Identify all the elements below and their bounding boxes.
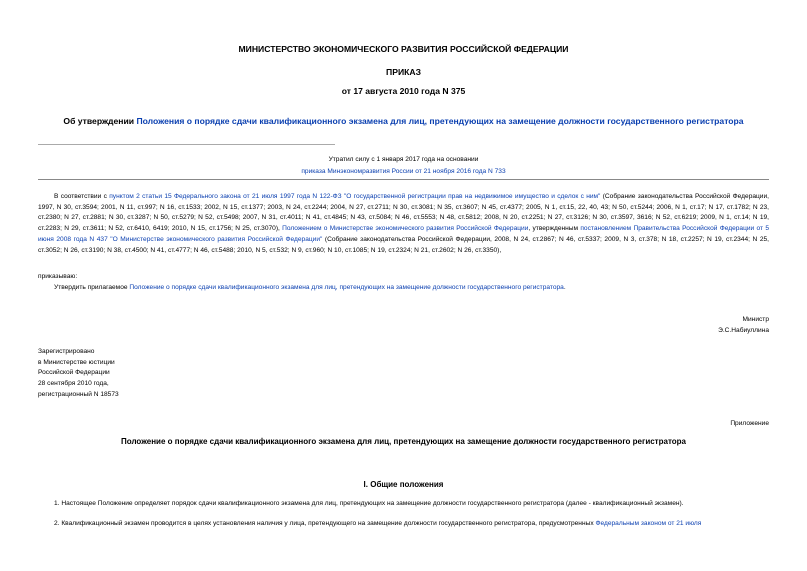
signature-name: Э.С.Набиуллина	[718, 327, 769, 334]
registration-line-5: регистрационный N 18573	[38, 390, 119, 398]
divider-long	[38, 179, 769, 180]
registration-line-1: Зарегистрировано	[38, 348, 95, 355]
clause-2	[54, 520, 769, 527]
preamble-text-4: (Собрание законодательства Российской Федерации, 2008, N 24, ст.2867; N 46, ст.5337; 2009, N 3, ст.378; N 18, ст.2257; N 19, ст.2344; N 25, ст.3052; N 26, ст.3190; N 38, ст.4500; N 41, ст.4777; N 46, ст.5488; 2010, N 5, ст.532; N 9, ст.960; N 10, ст.1085; N 19, ст.2324; N 21, ст.2602; N 26, ст.3350),	[38, 235, 771, 254]
preamble-text-1: В соответствии с	[54, 193, 110, 200]
lapsed-notice-text: Утратил силу с 1 января 2017 года на основании	[328, 156, 479, 163]
order-title-prefix: Об утверждении	[63, 116, 137, 126]
order-title	[30, 116, 777, 126]
registration-line-2: в Министерстве юстиции	[38, 358, 115, 366]
registration-line-3: Российской Федерации	[38, 369, 110, 377]
section-heading: I. Общие положения	[363, 480, 444, 489]
decree-label: приказываю:	[38, 273, 78, 280]
clause-2-link[interactable]: Федеральным законом от 21 июля	[595, 520, 702, 527]
clause-2-text: 2. Квалификационный экзамен проводится в целях установления наличия у лица, претендующего на замещение должности государственного регистратора, предусмотренных	[54, 520, 596, 527]
clause-1: 1. Настоящее Положение определяет порядок сдачи квалификационного экзамена для лиц, претендующих на замещение должности государственного регистратора (далее - квалификационный экзамен).	[54, 500, 684, 507]
document-type-heading: ПРИКАЗ	[386, 67, 421, 77]
registration-block	[38, 347, 119, 401]
preamble-text-2: (Собрание законодательства Российской Федерации, 1997, N 30, ст.3594; 2001, N 11, ст.997; N 16, ст.1533; 2002, N 15, ст.1377; 2003, N 24, ст.2244; 2004, N 27, ст.2711; N 30, ст.3081; N 35, ст.3607; N 45, ст.4377; 2005, N 1, ст.15, 22, 40, 43; N 50, ст.5244; 2006, N 1, ст.17; N 17, ст.1782; N 23, ст.2380; N 27, ст.2881; N 30, ст.3287; N 50, ст.5279; N 52, ст.5498; 2007, N 31, ст.4011; N 41, ст.4845; N 43, ст.5084; N 46, ст.5553; N 48, ст.5812; 2008, N 20, ст.2251; N 27, ст.3126; N 30, ст.3597, 3616; N 52, ст.6219; 2009, N 1, ст.14; N 19, ст.2283; N 29, ст.3611; N 52, ст.6410, 6419; 2010, N 15, ст.1756; N 25, ст.3070),	[38, 193, 771, 233]
preamble-text-3: , утвержденным	[528, 225, 581, 233]
preamble-link-law[interactable]: пунктом 2 статьи 15 Федерального закона от 21 июля 1997 года N 122-ФЗ "О государственной регистрации прав на недвижимое имущество и сделок с ним"	[109, 193, 601, 200]
order-title-link[interactable]: Положения о порядке сдачи квалификационного экзамена для лиц, претендующих на замещение должности государственного регистратора	[136, 116, 744, 126]
lapsed-notice-link[interactable]: приказа Минэкономразвития России от 21 ноября 2016 года N 733	[301, 168, 506, 175]
appendix-label: Приложение	[730, 420, 769, 427]
signature-block	[0, 314, 769, 336]
preamble-paragraph	[38, 192, 769, 256]
lapsed-notice	[0, 154, 807, 178]
preamble-link-regulation[interactable]: Положением о Министерстве экономического развития Российской Федерации	[282, 225, 529, 233]
approve-prefix: Утвердить прилагаемое	[54, 284, 130, 291]
approve-paragraph	[54, 284, 566, 291]
signature-position: Министр	[742, 316, 769, 323]
ministry-heading: МИНИСТЕРСТВО ЭКОНОМИЧЕСКОГО РАЗВИТИЯ РОССИЙСКОЙ ФЕДЕРАЦИИ	[238, 44, 569, 54]
preamble-link-resolution[interactable]: постановлением Правительства Российской Федерации от 5 июня 2008 года N 437 "О Министерстве экономического развития Российской Федерации"	[38, 225, 771, 243]
approve-suffix: .	[563, 284, 566, 291]
approve-link[interactable]: Положение о порядке сдачи квалификационного экзамена для лиц, претендующих на замещение должности государственного регистратора	[129, 284, 564, 291]
divider-short	[38, 144, 335, 145]
registration-line-4: 28 сентября 2010 года,	[38, 380, 109, 388]
appendix-title: Положение о порядке сдачи квалификационного экзамена для лиц, претендующих на замещение должности государственного регистратора	[121, 437, 686, 446]
order-date-number: от 17 августа 2010 года N 375	[341, 86, 466, 96]
